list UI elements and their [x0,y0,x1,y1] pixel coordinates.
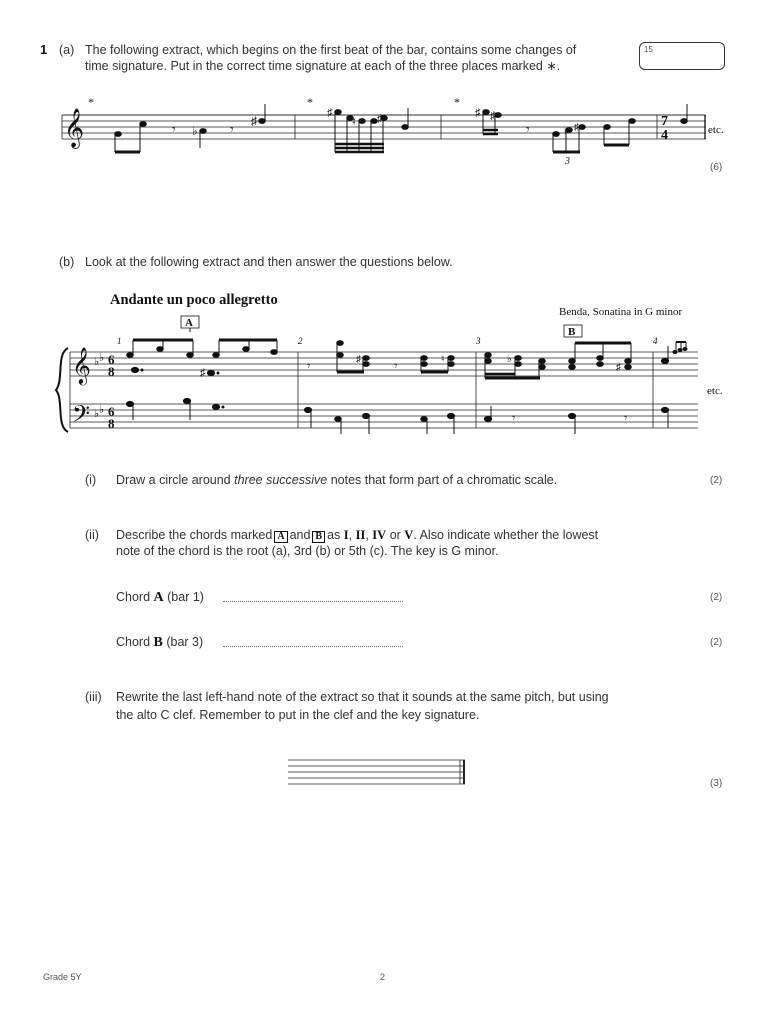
svg-text:♯: ♯ [377,113,383,125]
svg-text:♭: ♭ [507,354,512,365]
question-number: 1 [40,42,48,57]
footer-grade: Grade 5Y [43,972,82,982]
part-a-label: (a) [59,43,75,57]
key-signature-bass: ♭ [94,408,100,420]
treble-clef-icon: 𝄞 [72,347,91,383]
svg-text:♮: ♮ [441,354,445,365]
svg-text:𝄾: 𝄾 [172,123,176,138]
svg-text:♯: ♯ [251,114,257,128]
part-iii-question [116,689,609,723]
part-ii-end: . Also indicate whether the lowest [413,528,599,542]
chord-b-answer-label [116,634,203,651]
part-iii-line1: Rewrite the last left-hand note of the extract so that it sounds at the same pitch, but using [116,690,609,704]
part-i-marks: (2) [710,475,723,486]
part-ii-line1: Describe the chords marked A and B as I, II, IV or V. Also indicate whether the lowest [116,528,599,542]
score-box-total: 15 [644,45,653,54]
part-a-music-staff [0,90,768,170]
svg-text:♮: ♮ [352,116,356,128]
part-i-question [116,472,557,488]
part-ii-as: as [327,528,341,542]
part-a-line2: time signature. Put in the correct time signature at each of the three places marked ∗. [85,59,561,73]
svg-text:♯: ♯ [490,110,496,122]
svg-text:♯: ♯ [327,107,333,119]
tempo-marking: Andante un poco allegretto [110,292,278,308]
roman-i: I [343,528,349,542]
svg-text:♭: ♭ [99,352,105,364]
page-number: 2 [380,972,386,982]
part-i-text-emphasis: three successive [234,473,328,487]
chord-a-prefix: Chord [116,590,151,604]
etc-label-a: etc. [708,124,724,136]
part-i-text-post: notes that form part of a chromatic scale. [327,473,558,487]
chord-b-marks: (2) [710,637,723,648]
roman-ii: II [355,528,366,542]
svg-text:𝄾: 𝄾 [307,358,311,373]
chord-a-answer-label [116,589,204,606]
part-ii-text: Describe the chords marked [116,528,273,542]
part-iii-label: (iii) [85,690,102,704]
timesig-bass-bottom: 8 [108,416,115,431]
part-ii-label: (ii) [85,528,99,542]
treble-clef-icon: 𝄞 [64,110,85,147]
chord-b-box-label: B [568,326,576,338]
bar-number-3: 3 [476,336,481,346]
svg-text:𝄾: 𝄾 [394,358,398,373]
timesig-bass-top: 6 [108,404,115,419]
part-ii-or: or [389,528,401,542]
svg-text:♯: ♯ [475,107,481,119]
chord-a-marks: (2) [710,592,723,603]
roman-iv: IV [372,528,387,542]
answer-staff[interactable] [285,755,470,791]
chord-b-answer-line[interactable] [223,645,403,647]
timesig-4: 4 [661,128,668,143]
score-box[interactable] [639,42,725,70]
timesig-treble-bottom: 8 [108,364,115,379]
part-b-label: (b) [59,255,75,269]
brace-icon [56,348,68,432]
bar-number-2: 2 [298,336,303,346]
chord-a-box-label: A [185,317,193,329]
svg-text:♯: ♯ [574,122,579,133]
svg-text:♭: ♭ [564,126,569,137]
part-i-text-pre: Draw a circle around [116,473,235,487]
bar-number-4: 4 [653,336,658,346]
part-ii-line2: note of the chord is the root (a), 3rd (b) or 5th (c). The key is G minor. [116,544,499,558]
chord-b-letter: B [153,635,163,650]
etc-label-b: etc. [707,385,723,397]
chord-b-bar: (bar 3) [166,635,204,649]
part-ii-question [116,527,598,559]
triplet-mark: 3 [565,156,570,167]
svg-text:𝄾: 𝄾 [230,123,234,138]
svg-text:♯: ♯ [616,362,621,373]
bar-number-1: 1 [117,336,122,346]
part-iii-marks: (3) [710,778,723,789]
part-ii-and: and [289,528,311,542]
part-a-line1: The following extract, which begins on the first beat of the bar, contains some changes of [85,43,577,57]
key-signature-treble: ♭ [94,356,100,368]
bass-clef-icon: 𝄢 [72,402,91,433]
svg-text:𝄾: 𝄾 [512,410,516,425]
part-b-grand-staff [0,310,768,440]
roman-v: V [404,528,414,542]
svg-text:♭: ♭ [192,124,198,138]
chord-a-bar: (bar 1) [167,590,204,604]
asterisk-mark-2: * [307,95,313,109]
svg-text:♯: ♯ [356,354,361,365]
chord-b-boxed: B [312,531,325,543]
chord-a-boxed: A [274,531,287,543]
part-iii-line2: the alto C clef. Remember to put in the clef and the key signature. [116,708,480,722]
part-b-instructions: Look at the following extract and then answer the questions below. [85,255,453,269]
part-a-instructions [85,42,630,74]
svg-text:♭: ♭ [99,404,105,416]
chord-a-answer-line[interactable] [223,600,403,602]
chord-a-letter: A [153,590,164,605]
svg-text:𝄾: 𝄾 [624,410,628,425]
svg-text:♯: ♯ [200,367,206,379]
part-a-marks: (6) [710,162,723,173]
timesig-7: 7 [661,114,668,129]
part-i-label: (i) [85,473,97,487]
svg-text:𝄾: 𝄾 [526,123,530,138]
chord-b-prefix: Chord [116,635,151,649]
asterisk-mark-3: * [454,95,460,109]
composer-credit: Benda, Sonatina in G minor [559,306,683,318]
timesig-treble-top: 6 [108,352,115,367]
asterisk-mark-1: * [88,95,94,109]
